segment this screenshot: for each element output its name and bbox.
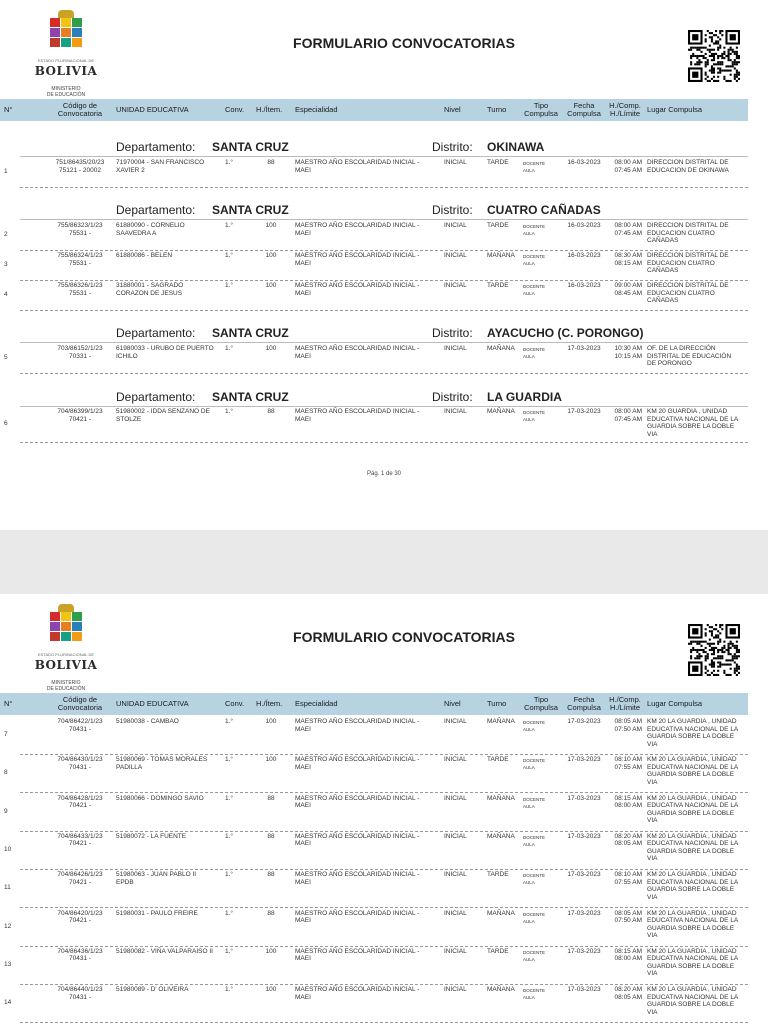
table-row — [0, 793, 748, 831]
cell-fecha: 17-03-2023 — [567, 718, 601, 725]
cell-conv: 1.° — [225, 159, 234, 166]
brand-name: BOLIVIA — [34, 658, 98, 672]
table-row — [0, 869, 748, 907]
cell-n: 1 — [4, 168, 8, 175]
table-row — [0, 157, 748, 187]
table-row — [0, 250, 748, 280]
column-header-hora: H./Comp. H./Límite — [609, 101, 641, 118]
column-header-nivel: Nivel — [444, 699, 461, 708]
table-row — [0, 754, 748, 792]
cell-fecha: 17-03-2023 — [567, 986, 601, 994]
column-header-tipo: Tipo Compulsa — [524, 101, 558, 118]
cell-hora: 08:10 AM 07:55 AM — [614, 871, 642, 886]
column-header-horas: H./Ítem. — [256, 699, 283, 708]
cell-codigo: 704/86433/1/23 70421 - — [57, 832, 103, 848]
column-header-fecha: Fecha Compulsa — [567, 101, 601, 118]
cell-horas: 88 — [267, 871, 275, 879]
table-header — [0, 99, 748, 121]
cell-turno: TARDE — [487, 159, 509, 166]
cell-horas: 100 — [265, 756, 277, 764]
cell-fecha: 16-03-2023 — [567, 159, 601, 166]
cell-nivel: INICIAL — [444, 408, 467, 415]
cell-horas: 88 — [267, 159, 275, 166]
cell-codigo: 755/86324/1/23 75531 - — [57, 252, 103, 267]
cell-horas: 100 — [265, 986, 277, 994]
cell-turno: MAÑANA — [487, 252, 515, 259]
cell-hora: 08:20 AM 08:05 AM — [614, 986, 642, 1001]
cell-nivel: INICIAL — [444, 871, 467, 879]
document-page-2 — [0, 594, 768, 1024]
cell-tipo: DOCENTE AULA — [523, 758, 546, 771]
departamento-value: SANTA CRUZ — [212, 326, 289, 340]
cell-lugar: KM 20 LA GUARDIA , UNIDAD EDUCATIVA NACIONAL DE LA GUARDIA SOBRE LA DOBLE VIA — [647, 909, 739, 939]
column-header-horas: H./Ítem. — [256, 105, 283, 114]
cell-tipo: DOCENTE AULA — [523, 911, 546, 924]
departamento-label: Departamento: — [116, 140, 196, 154]
cell-turno: MAÑANA — [487, 408, 515, 415]
cell-n: 4 — [4, 291, 8, 298]
cell-horas: 100 — [265, 947, 277, 955]
cell-especialidad: MAESTRO AÑO ESCOLARIDAD INICIAL - MAEI — [295, 252, 420, 267]
cell-turno: MAÑANA — [487, 345, 515, 352]
cell-horas: 88 — [267, 909, 275, 917]
column-header-n: N° — [4, 699, 13, 708]
cell-especialidad: MAESTRO AÑO ESCOLARIDAD INICIAL - MAEI — [295, 909, 420, 924]
column-header-lugar: Lugar Compulsa — [647, 699, 703, 708]
cell-nivel: INICIAL — [444, 718, 467, 725]
cell-conv: 1.° — [225, 947, 234, 955]
distrito-value: CUATRO CAÑADAS — [487, 203, 601, 217]
cell-turno: TARDE — [487, 871, 509, 879]
cell-especialidad: MAESTRO AÑO ESCOLARIDAD INICIAL - MAEI — [295, 832, 420, 848]
group-heading — [0, 203, 748, 219]
cell-lugar: KM 20 LA GUARDIA , UNIDAD EDUCATIVA NACIONAL DE LA GUARDIA SOBRE LA DOBLE VIA — [647, 794, 739, 825]
column-header-n: N° — [4, 105, 13, 114]
table-header — [0, 693, 748, 715]
cell-fecha: 16-03-2023 — [567, 282, 601, 289]
departamento-value: SANTA CRUZ — [212, 203, 289, 217]
table-row — [0, 946, 748, 984]
cell-turno: MAÑANA — [487, 909, 515, 917]
cell-hora: 08:00 AM 07:45 AM — [614, 159, 642, 174]
table-row — [0, 984, 748, 1022]
cell-n: 3 — [4, 261, 8, 268]
cell-codigo: 755/86323/1/23 75531 - — [57, 222, 103, 237]
distrito-value: AYACUCHO (C. PORONGO) — [487, 326, 644, 340]
ministry-logo — [26, 10, 106, 98]
cell-conv: 1.° — [225, 282, 234, 289]
form-title: FORMULARIO CONVOCATORIAS — [293, 629, 515, 645]
cell-hora: 08:15 AM 08:00 AM — [614, 947, 642, 963]
cell-tipo: DOCENTE AULA — [523, 254, 546, 266]
ministry-logo — [26, 604, 106, 692]
cell-codigo: 704/86399/1/23 70421 - — [57, 408, 103, 423]
cell-hora: 08:15 AM 08:00 AM — [614, 794, 642, 810]
cell-especialidad: MAESTRO AÑO ESCOLARIDAD INICIAL - MAEI — [295, 871, 420, 886]
row-divider — [20, 1022, 748, 1023]
cell-horas: 100 — [265, 718, 277, 725]
cell-lugar: KM 20 LA GUARDIA , UNIDAD EDUCATIVA NACIONAL DE LA GUARDIA SOBRE LA DOBLE VIA — [647, 832, 739, 863]
cell-unidad: 51980038 - CAMBAO — [116, 718, 179, 725]
cell-n: 10 — [4, 845, 12, 853]
cell-codigo: 704/86428/1/23 70421 - — [57, 794, 103, 810]
cell-tipo: DOCENTE AULA — [523, 988, 546, 1001]
cell-horas: 88 — [267, 408, 275, 415]
row-divider — [20, 310, 748, 311]
cell-conv: 1.° — [225, 252, 234, 259]
cell-n: 2 — [4, 231, 8, 238]
cell-conv: 1.° — [225, 909, 234, 917]
cell-tipo: DOCENTE AULA — [523, 224, 546, 236]
cell-turno: MAÑANA — [487, 832, 515, 840]
cell-turno: TARDE — [487, 222, 509, 229]
cell-lugar: DIRECCION DISTRITAL DE EDUCACION CUATRO CAÑADAS — [647, 282, 729, 304]
estado-label: ESTADO PLURINACIONAL DE — [37, 652, 94, 657]
cell-turno: MAÑANA — [487, 986, 515, 994]
cell-tipo: DOCENTE AULA — [523, 284, 546, 296]
distrito-value: OKINAWA — [487, 140, 545, 154]
row-divider — [20, 373, 748, 374]
cell-codigo: 755/86326/1/23 75531 - — [57, 282, 103, 297]
group-heading — [0, 326, 748, 342]
cell-especialidad: MAESTRO AÑO ESCOLARIDAD INICIAL - MAEI — [295, 794, 420, 810]
cell-horas: 88 — [267, 832, 275, 840]
cell-fecha: 17-03-2023 — [567, 871, 601, 879]
cell-tipo: DOCENTE AULA — [523, 347, 546, 359]
cell-unidad: 61980033 - URUBO DE PUERTO ICHILO — [116, 345, 214, 360]
departamento-value: SANTA CRUZ — [212, 390, 289, 404]
cell-conv: 1.° — [225, 408, 234, 415]
cell-fecha: 17-03-2023 — [567, 408, 601, 415]
group-heading — [0, 140, 748, 156]
cell-nivel: INICIAL — [444, 794, 467, 802]
cell-lugar: DIRECCION DISTRITAL DE EDUCACION DE OKINAWA — [647, 159, 729, 174]
cell-hora: 08:10 AM 07:55 AM — [614, 756, 642, 771]
column-header-unidad: UNIDAD EDUCATIVA — [116, 699, 189, 708]
cell-codigo: 704/86430/1/23 70431 - — [57, 756, 103, 771]
column-header-nivel: Nivel — [444, 105, 461, 114]
cell-hora: 09:00 AM 08:45 AM — [614, 282, 642, 297]
brand-name: BOLIVIA — [34, 64, 98, 78]
cell-conv: 1.° — [225, 986, 234, 994]
cell-especialidad: MAESTRO AÑO ESCOLARIDAD INICIAL - MAEI — [295, 947, 420, 963]
ministerio-label: MINISTERIO DE EDUCACIÓN — [46, 680, 86, 692]
cell-nivel: INICIAL — [444, 832, 467, 840]
cell-fecha: 17-03-2023 — [567, 947, 601, 955]
cell-conv: 1.° — [225, 832, 234, 840]
cell-unidad: 51980031 - PAULO FREIRE — [116, 909, 198, 917]
column-header-fecha: Fecha Compulsa — [567, 695, 601, 712]
cell-unidad: 71970004 - SAN FRANCISCO XAVIER 2 — [116, 159, 205, 174]
cell-especialidad: MAESTRO AÑO ESCOLARIDAD INICIAL - MAEI — [295, 718, 420, 733]
cell-nivel: INICIAL — [444, 282, 467, 289]
cell-conv: 1.° — [225, 222, 234, 229]
cell-n: 14 — [4, 999, 12, 1007]
distrito-label: Distrito: — [432, 140, 473, 154]
cell-unidad: 51980069 - TOMAS MORALES PADILLA — [116, 756, 208, 771]
row-divider — [20, 442, 748, 443]
cell-especialidad: MAESTRO AÑO ESCOLARIDAD INICIAL - MAEI — [295, 345, 420, 360]
table-row — [0, 343, 748, 373]
cell-n: 5 — [4, 354, 8, 361]
cell-horas: 100 — [265, 222, 277, 229]
qr-code-icon — [688, 624, 740, 676]
cell-tipo: DOCENTE AULA — [523, 410, 546, 422]
page-number: Pág. 1 de 30 — [366, 471, 402, 477]
cell-fecha: 17-03-2023 — [567, 909, 601, 917]
cell-unidad: 51980066 - DOMINGO SAVIO — [116, 794, 204, 802]
table-row — [0, 406, 748, 442]
cell-horas: 88 — [267, 794, 275, 802]
column-header-unidad: UNIDAD EDUCATIVA — [116, 105, 189, 114]
table-row — [0, 908, 748, 946]
column-header-conv: Conv. — [225, 699, 245, 708]
cell-conv: 1.° — [225, 345, 234, 352]
cell-unidad: 31880001 - SAGRADO CORAZON DE JESUS — [116, 282, 184, 297]
cell-tipo: DOCENTE AULA — [523, 873, 546, 886]
cell-conv: 1.° — [225, 871, 234, 879]
cell-tipo: DOCENTE AULA — [523, 949, 546, 962]
column-header-conv: Conv. — [225, 105, 245, 114]
column-header-codigo: Código de Convocatoria — [57, 101, 103, 118]
departamento-value: SANTA CRUZ — [212, 140, 289, 154]
distrito-label: Distrito: — [432, 203, 473, 217]
cell-unidad: 61880086 - BELEN — [116, 252, 173, 259]
cell-n: 13 — [4, 960, 12, 968]
cell-lugar: KM 20 LA GUARDIA , UNIDAD EDUCATIVA NACIONAL DE LA GUARDIA SOBRE LA DOBLE VIA — [647, 718, 739, 748]
cell-horas: 100 — [265, 345, 277, 352]
cell-unidad: 51980063 - JUAN PABLO II EPDB — [116, 871, 197, 886]
cell-especialidad: MAESTRO AÑO ESCOLARIDAD INICIAL - MAEI — [295, 222, 420, 237]
cell-unidad: 51980072 - LA FUENTE — [116, 832, 187, 840]
cell-nivel: INICIAL — [444, 909, 467, 917]
cell-lugar: KM 20 LA GUARDIA , UNIDAD EDUCATIVA NACIONAL DE LA GUARDIA SOBRE LA DOBLE VIA — [647, 871, 739, 901]
cell-tipo: DOCENTE AULA — [523, 834, 546, 847]
cell-especialidad: MAESTRO AÑO ESCOLARIDAD INICIAL - MAEI — [295, 986, 420, 1001]
cell-lugar: DIRECCION DISTRITAL DE EDUCACION CUATRO CAÑADAS — [647, 222, 729, 244]
cell-nivel: INICIAL — [444, 159, 467, 166]
column-header-hora: H./Comp. H./Límite — [609, 695, 641, 712]
cell-n: 6 — [4, 420, 8, 427]
cell-fecha: 17-03-2023 — [567, 794, 601, 802]
column-header-turno: Turno — [487, 105, 507, 114]
cell-fecha: 17-03-2023 — [567, 756, 601, 764]
cell-codigo: 704/86420/1/23 70421 - — [57, 909, 103, 924]
cell-especialidad: MAESTRO AÑO ESCOLARIDAD INICIAL - MAEI — [295, 159, 420, 174]
distrito-value: LA GUARDIA — [487, 390, 562, 404]
cell-lugar: KM 20 LA GUARDIA , UNIDAD EDUCATIVA NACIONAL DE LA GUARDIA SOBRE LA DOBLE VIA — [647, 947, 739, 978]
cell-n: 12 — [4, 922, 12, 930]
cell-turno: TARDE — [487, 282, 509, 289]
cell-nivel: INICIAL — [444, 222, 467, 229]
cell-especialidad: MAESTRO AÑO ESCOLARIDAD INICIAL - MAEI — [295, 282, 420, 297]
cell-unidad: 51980002 - IDDA SENZANO DE STOLZE — [116, 408, 210, 423]
table-row — [0, 220, 748, 250]
cell-lugar: DIRECCION DISTRITAL DE EDUCACION CUATRO CAÑADAS — [647, 252, 729, 274]
cell-codigo: 703/86152/1/23 70331 - — [57, 345, 103, 360]
cell-fecha: 17-03-2023 — [567, 345, 601, 352]
cell-turno: MAÑANA — [487, 794, 515, 802]
cell-hora: 10:30 AM 10:15 AM — [614, 345, 642, 360]
estado-label: ESTADO PLURINACIONAL DE — [37, 58, 94, 63]
cell-unidad: 61880090 - CORNELIO SAAVEDRA A — [116, 222, 185, 237]
cell-conv: 1.° — [225, 794, 234, 802]
table-row — [0, 280, 748, 310]
cell-tipo: DOCENTE AULA — [523, 720, 546, 732]
qr-code-icon — [688, 30, 740, 82]
departamento-label: Departamento: — [116, 390, 196, 404]
cell-n: 8 — [4, 769, 8, 777]
cell-turno: TARDE — [487, 756, 509, 764]
cell-turno: TARDE — [487, 947, 509, 955]
cell-hora: 08:00 AM 07:45 AM — [614, 408, 642, 423]
row-divider — [20, 187, 748, 188]
cell-codigo: 704/86440/1/23 70431 - — [57, 986, 103, 1001]
cell-horas: 100 — [265, 282, 277, 289]
departamento-label: Departamento: — [116, 326, 196, 340]
group-heading — [0, 390, 748, 406]
cell-codigo: 704/86436/1/23 70431 - — [57, 947, 103, 963]
cell-lugar: KM 20 LA GUARDIA , UNIDAD EDUCATIVA NACIONAL DE LA GUARDIA SOBRE LA DOBLE VIA — [647, 756, 739, 786]
column-header-lugar: Lugar Compulsa — [647, 105, 703, 114]
cell-tipo: DOCENTE AULA — [523, 796, 546, 809]
cell-horas: 100 — [265, 252, 277, 259]
cell-nivel: INICIAL — [444, 252, 467, 259]
cell-codigo: 751/86435/20/23 75121 - 20002 — [55, 159, 105, 174]
cell-hora: 08:00 AM 07:45 AM — [614, 222, 642, 237]
column-header-especialidad: Especialidad — [295, 699, 338, 708]
cell-unidad: 51980082 - VIÑA VALPARAISO II — [116, 947, 213, 955]
cell-codigo: 704/86422/1/23 70431 - — [57, 718, 103, 733]
cell-especialidad: MAESTRO AÑO ESCOLARIDAD INICIAL - MAEI — [295, 756, 420, 771]
column-header-especialidad: Especialidad — [295, 105, 338, 114]
cell-n: 9 — [4, 807, 8, 815]
distrito-label: Distrito: — [432, 326, 473, 340]
column-header-turno: Turno — [487, 699, 507, 708]
cell-fecha: 16-03-2023 — [567, 222, 601, 229]
distrito-label: Distrito: — [432, 390, 473, 404]
cell-lugar: KM 20 GUARDIA , UNIDAD EDUCATIVA NACIONAL DE LA GUARDIA SOBRE LA DOBLE VIA — [647, 408, 739, 438]
cell-nivel: INICIAL — [444, 756, 467, 764]
cell-turno: MAÑANA — [487, 718, 515, 725]
cell-nivel: INICIAL — [444, 345, 467, 352]
cell-lugar: OF. DE LA DIRECCIÓN DISTRITAL DE EDUCACIÓN DE PORONGO — [647, 345, 732, 367]
cell-codigo: 704/86426/1/23 70421 - — [57, 871, 103, 886]
table-row — [0, 831, 748, 869]
column-header-codigo: Código de Convocatoria — [57, 695, 103, 712]
cell-tipo: DOCENTE AULA — [523, 161, 546, 173]
cell-especialidad: MAESTRO AÑO ESCOLARIDAD INICIAL - MAEI — [295, 408, 420, 423]
cell-nivel: INICIAL — [444, 986, 467, 994]
cell-nivel: INICIAL — [444, 947, 467, 955]
cell-lugar: KM 20 LA GUARDIA , UNIDAD EDUCATIVA NACIONAL DE LA GUARDIA SOBRE LA DOBLE VIA — [647, 986, 739, 1016]
cell-hora: 08:05 AM 07:50 AM — [614, 718, 642, 733]
cell-unidad: 51980089 - D' OLIVEIRA — [116, 986, 189, 994]
ministerio-label: MINISTERIO DE EDUCACIÓN — [46, 86, 86, 98]
cell-fecha: 16-03-2023 — [567, 252, 601, 259]
table-row — [0, 716, 748, 754]
column-header-tipo: Tipo Compulsa — [524, 695, 558, 712]
form-title: FORMULARIO CONVOCATORIAS — [293, 35, 515, 51]
departamento-label: Departamento: — [116, 203, 196, 217]
cell-hora: 08:05 AM 07:50 AM — [614, 909, 642, 924]
cell-conv: 1.° — [225, 756, 234, 764]
cell-fecha: 17-03-2023 — [567, 832, 601, 840]
cell-conv: 1.° — [225, 718, 234, 725]
cell-n: 11 — [4, 884, 11, 892]
cell-hora: 08:30 AM 08:15 AM — [614, 252, 642, 267]
cell-hora: 08:20 AM 08:05 AM — [614, 832, 642, 848]
cell-n: 7 — [4, 731, 8, 738]
